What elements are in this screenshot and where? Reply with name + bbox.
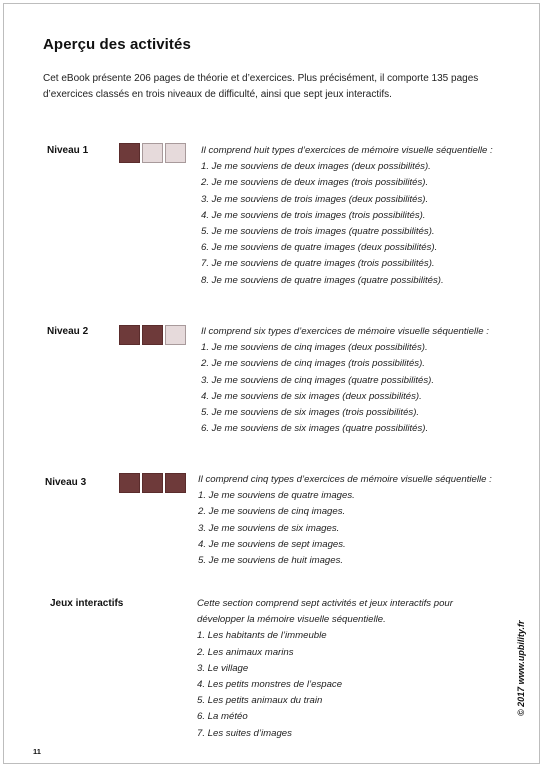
list-item: 5. Je me souviens de six images (trois possibilités). bbox=[201, 407, 420, 419]
list-item: 2. Je me souviens de cinq images. bbox=[198, 506, 346, 518]
level-1-label: Niveau 1 bbox=[47, 145, 89, 156]
difficulty-box-filled bbox=[119, 473, 140, 493]
difficulty-box-empty bbox=[142, 143, 163, 163]
list-item: 6. Je me souviens de quatre images (deux possibilités). bbox=[201, 242, 438, 254]
difficulty-box-empty bbox=[165, 143, 186, 163]
list-item: 2. Je me souviens de deux images (trois possibilités). bbox=[201, 177, 429, 189]
list-item: 2. Les animaux marins bbox=[197, 646, 294, 658]
list-item: 4. Les petits monstres de l’espace bbox=[197, 679, 343, 691]
list-item: 3. Je me souviens de six images. bbox=[198, 522, 340, 534]
level-3-intro: Il comprend cinq types d’exercices de mémoire visuelle séquentielle : bbox=[198, 474, 492, 485]
difficulty-box-filled bbox=[119, 325, 140, 345]
list-item: 7. Les suites d’images bbox=[197, 727, 292, 739]
games-label: Jeux interactifs bbox=[50, 598, 124, 609]
level-3-difficulty-boxes bbox=[119, 473, 186, 493]
games-description bbox=[197, 596, 453, 742]
intro-paragraph: Cet eBook présente 206 pages de théorie et d’exercices. Plus précisément, il comporte 135 pages d’exercices classés en trois niveaux de difficulté, ainsi que sept jeux interactifs. bbox=[43, 73, 479, 100]
difficulty-box-filled bbox=[142, 325, 163, 345]
list-item: 5. Je me souviens de trois images (quatre possibilités). bbox=[201, 226, 435, 238]
difficulty-box-empty bbox=[165, 325, 186, 345]
level-2-intro: Il comprend six types d’exercices de mémoire visuelle séquentielle : bbox=[201, 326, 489, 337]
level-1-description bbox=[201, 143, 493, 289]
list-item: 1. Je me souviens de cinq images (deux possibilités). bbox=[201, 342, 428, 354]
difficulty-box-filled bbox=[165, 473, 186, 493]
level-1-list bbox=[201, 159, 493, 289]
games-intro-line-1: Cette section comprend sept activités et jeux interactifs pour bbox=[197, 598, 453, 609]
list-item: 3. Je me souviens de trois images (deux possibilités). bbox=[201, 193, 429, 205]
list-item: 8. Je me souviens de quatre images (quatre possibilités). bbox=[201, 274, 444, 286]
games-list bbox=[197, 628, 453, 741]
level-1-difficulty-boxes bbox=[119, 143, 186, 163]
list-item: 1. Je me souviens de quatre images. bbox=[198, 490, 355, 502]
page-number: 11 bbox=[33, 747, 41, 756]
list-item: 6. La météo bbox=[197, 711, 248, 723]
list-item: 3. Le village bbox=[197, 662, 249, 674]
list-item: 4. Je me souviens de trois images (trois possibilités). bbox=[201, 209, 426, 221]
list-item: 3. Je me souviens de cinq images (quatre possibilités). bbox=[201, 374, 435, 386]
list-item: 4. Je me souviens de sept images. bbox=[198, 538, 346, 550]
level-2-difficulty-boxes bbox=[119, 325, 186, 345]
list-item: 2. Je me souviens de cinq images (trois possibilités). bbox=[201, 358, 425, 370]
list-item: 7. Je me souviens de quatre images (trois possibilités). bbox=[201, 258, 435, 270]
list-item: 6. Je me souviens de six images (quatre possibilités). bbox=[201, 423, 429, 435]
list-item: 5. Je me souviens de huit images. bbox=[198, 555, 344, 567]
list-item: 1. Je me souviens de deux images (deux possibilités). bbox=[201, 161, 431, 173]
level-2-list bbox=[201, 340, 489, 437]
level-2-label: Niveau 2 bbox=[47, 326, 89, 337]
list-item: 4. Je me souviens de six images (deux possibilités). bbox=[201, 390, 422, 402]
difficulty-box-filled bbox=[119, 143, 140, 163]
level-3-description bbox=[198, 472, 492, 569]
difficulty-box-filled bbox=[142, 473, 163, 493]
level-3-label: Niveau 3 bbox=[45, 477, 87, 488]
level-3-list bbox=[198, 488, 492, 569]
list-item: 1. Les habitants de l’immeuble bbox=[197, 630, 327, 642]
page-title: Aperçu des activités bbox=[43, 36, 191, 53]
level-2-description bbox=[201, 324, 489, 437]
games-intro-line-2: développer la mémoire visuelle séquentielle. bbox=[197, 614, 386, 626]
level-1-intro: Il comprend huit types d’exercices de mémoire visuelle séquentielle : bbox=[201, 145, 493, 156]
list-item: 5. Les petits animaux du train bbox=[197, 695, 323, 707]
copyright-side-text: © 2017 www.upbility.fr bbox=[516, 620, 526, 716]
